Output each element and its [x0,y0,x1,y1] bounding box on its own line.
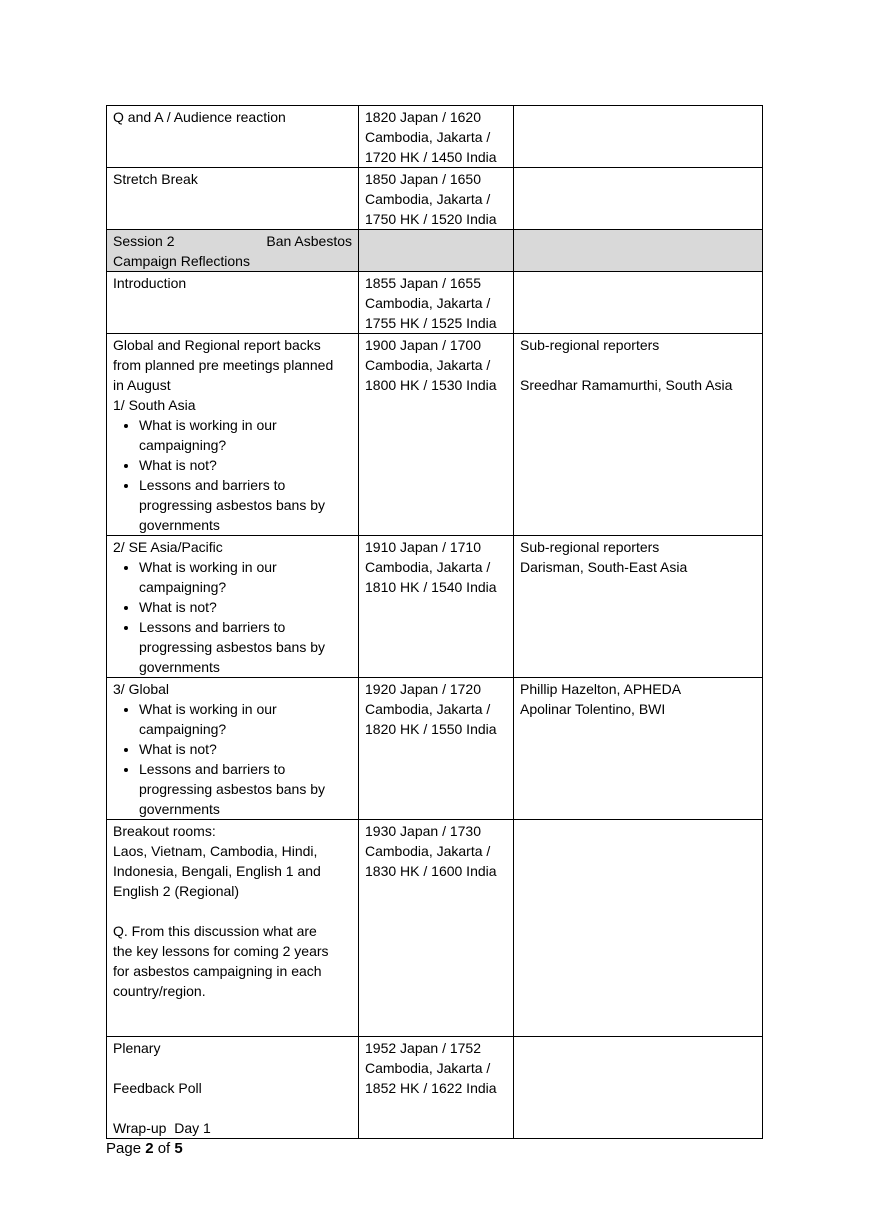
time-cell: 1900 Japan / 1700 Cambodia, Jakarta / 1800 HK / 1530 India [359,334,514,536]
list-item: • Lessons and barriers to progressing asbestos bans by governments [139,759,352,819]
time-cell: 1855 Japan / 1655 Cambodia, Jakarta / 1755 HK / 1525 India [359,272,514,334]
total-pages: 5 [174,1140,183,1157]
table-row [107,272,763,334]
time-cell: 1930 Japan / 1730 Cambodia, Jakarta / 1830 HK / 1600 India [359,820,514,1037]
presenter-cell: Phillip Hazelton, APHEDA Apolinar Tolentino, BWI [514,678,763,820]
discussion-points [113,699,352,819]
activity-cell: Plenary Feedback Poll Wrap-up Day 1 [107,1037,359,1139]
agenda-table [106,105,763,1139]
discussion-points [113,415,352,535]
activity-cell: Breakout rooms: Laos, Vietnam, Cambodia, Hindi, Indonesia, Bengali, English 1 and English 2 (Regional) Q. From this discussion what are the key lessons for coming 2 years for asbestos campaigning in each country/region. [107,820,359,1037]
time-cell [359,230,514,272]
table-row [107,1037,763,1139]
presenter-cell: Sub-regional reporters Sreedhar Ramamurthi, South Asia [514,334,763,536]
list-item: • Lessons and barriers to progressing asbestos bans by governments [139,475,352,535]
presenter-cell [514,272,763,334]
list-item: • What is working in our campaigning? [139,415,352,455]
activity-cell: 3/ Global • What is working in our campaigning? • What is not? • Lessons and barriers to progressing asbestos bans by governments [107,678,359,820]
list-item: • Lessons and barriers to progressing asbestos bans by governments [139,617,352,677]
list-item: • What is not? [139,455,352,475]
time-cell: 1910 Japan / 1710 Cambodia, Jakarta / 1810 HK / 1540 India [359,536,514,678]
activity-cell: Global and Regional report backs from planned pre meetings planned in August 1/ South Asia • What is working in our campaigning? • What is not? • Lessons and barriers to progressing asbestos bans by governments [107,334,359,536]
current-page: 2 [145,1140,154,1157]
table-row [107,820,763,1037]
table-row [107,334,763,536]
list-item: • What is working in our campaigning? [139,699,352,739]
list-item: • What is not? [139,597,352,617]
activity-cell: Stretch Break [107,168,359,230]
session-number: Session 2 [113,233,175,249]
list-item: • What is not? [139,739,352,759]
time-cell: 1820 Japan / 1620 Cambodia, Jakarta / 1720 HK / 1450 India [359,106,514,168]
presenter-cell [514,106,763,168]
list-item: • What is working in our campaigning? [139,557,352,597]
table-row [107,678,763,820]
presenter-cell [514,1037,763,1139]
activity-cell: Q and A / Audience reaction [107,106,359,168]
time-cell: 1952 Japan / 1752 Cambodia, Jakarta / 1852 HK / 1622 India [359,1037,514,1139]
discussion-points [113,557,352,677]
session-header-row [107,230,763,272]
page-number-footer: Page 2 of 5 [106,1140,183,1157]
presenter-cell [514,820,763,1037]
table-row [107,106,763,168]
activity-cell: 2/ SE Asia/Pacific • What is working in our campaigning? • What is not? • Lessons and barriers to progressing asbestos bans by governments [107,536,359,678]
presenter-cell [514,168,763,230]
time-cell: 1850 Japan / 1650 Cambodia, Jakarta / 1750 HK / 1520 India [359,168,514,230]
table-row [107,536,763,678]
session-name: Ban Asbestos [266,233,352,249]
activity-cell: Introduction [107,272,359,334]
table-row [107,168,763,230]
presenter-cell: Sub-regional reporters Darisman, South-East Asia [514,536,763,678]
presenter-cell [514,230,763,272]
session-title-cell: Session 2 Ban Asbestos Campaign Reflections [107,230,359,272]
time-cell: 1920 Japan / 1720 Cambodia, Jakarta / 1820 HK / 1550 India [359,678,514,820]
